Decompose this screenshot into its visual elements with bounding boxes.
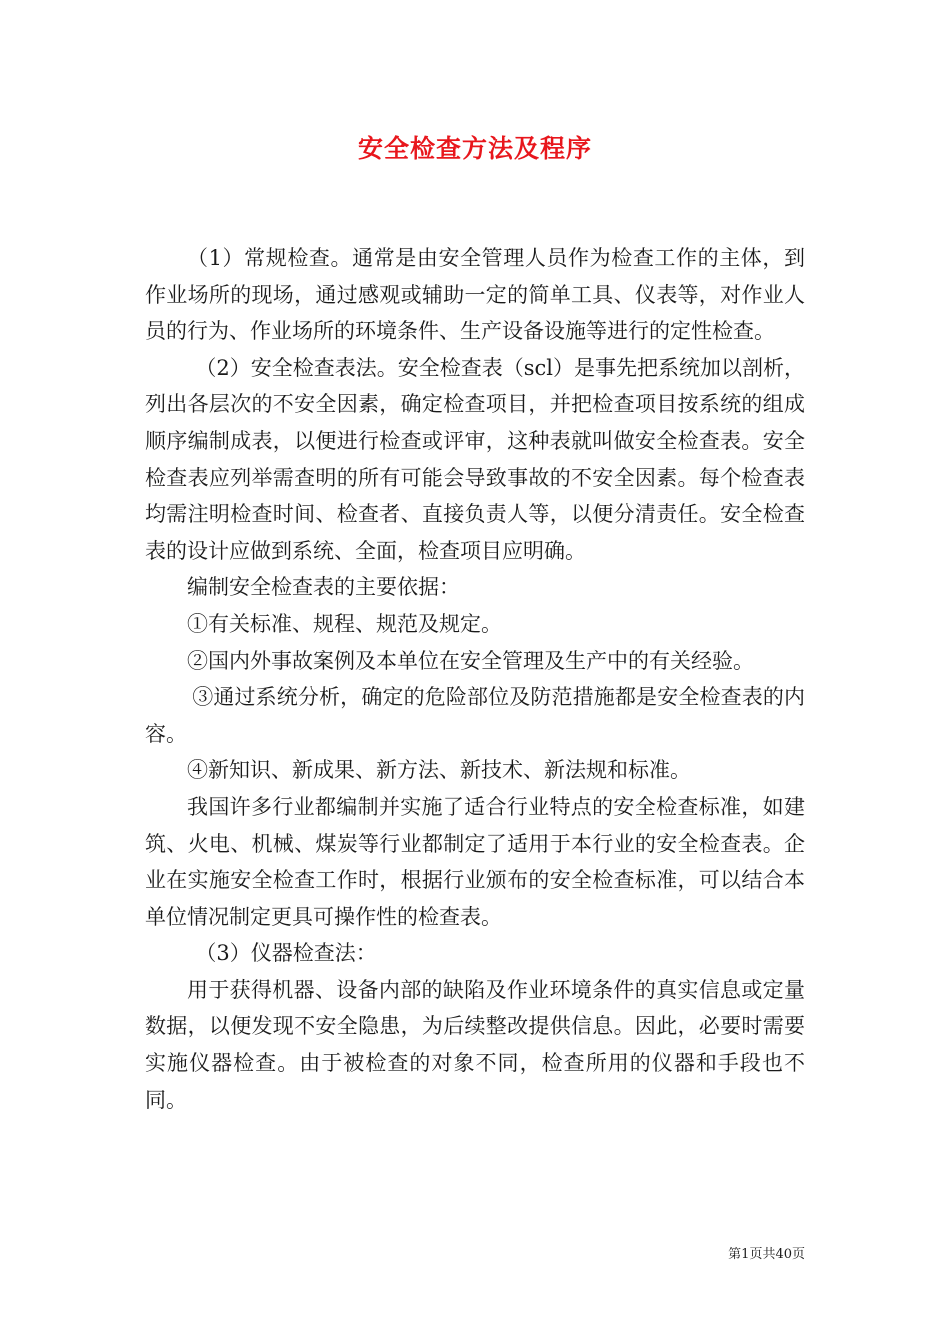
paragraph-basis-item-2: ②国内外事故案例及本单位在安全管理及生产中的有关经验。 (187, 648, 754, 673)
paragraph-industry-standards: 我国许多行业都编制并实施了适合行业特点的安全检查标准，如建筑、火电、机械、煤炭等行业都制定了适用于本行业的安全检查表。企业在实施安全检查工作时，根据行业颁布的安全检查标准，可以结合本单位情况制定更具可操作性的检查表。 (145, 794, 805, 929)
paragraph-checklist-method: （2）安全检查表法。安全检查表（scl）是事先把系统加以剖析，列出各层次的不安全因素，确定检查项目，并把检查项目按系统的组成顺序编制成表，以便进行检查或评审，这种表就叫做安全检查表。安全检查表应列举需查明的所有可能会导致事故的不安全因素。每个检查表均需注明检查时间、检查者、直接负责人等，以便分清责任。安全检查表的设计应做到系统、全面，检查项目应明确。 (145, 355, 806, 563)
document-body (145, 240, 805, 1118)
document-title: 安全检查方法及程序 (357, 134, 592, 163)
paragraph-routine-inspection: （1）常规检查。通常是由安全管理人员作为检查工作的主体，到作业场所的现场，通过感观或辅助一定的简单工具、仪表等，对作业人员的行为、作业场所的环境条件、生产设备设施等进行的定性检查。 (145, 246, 805, 344)
page-number-footer: 第1页共40页 (728, 1247, 805, 1262)
paragraph-basis-item-3: ③通过系统分析，确定的危险部位及防范措施都是安全检查表的内容。 (145, 685, 805, 746)
paragraph-basis-item-1: ①有关标准、规程、规范及规定。 (187, 611, 502, 636)
paragraph-instrument-method: 用于获得机器、设备内部的缺陷及作业环境条件的真实信息或定量数据，以便发现不安全隐患，为后续整改提供信息。因此，必要时需要实施仪器检查。由于被检查的对象不同，检查所用的仪器和手段也不同。 (145, 977, 805, 1112)
paragraph-basis-item-4: ④新知识、新成果、新方法、新技术、新法规和标准。 (187, 758, 691, 783)
paragraph-instrument-method-heading: （3）仪器检查法： (195, 941, 377, 966)
paragraph-checklist-basis-heading: 编制安全检查表的主要依据： (187, 575, 460, 600)
